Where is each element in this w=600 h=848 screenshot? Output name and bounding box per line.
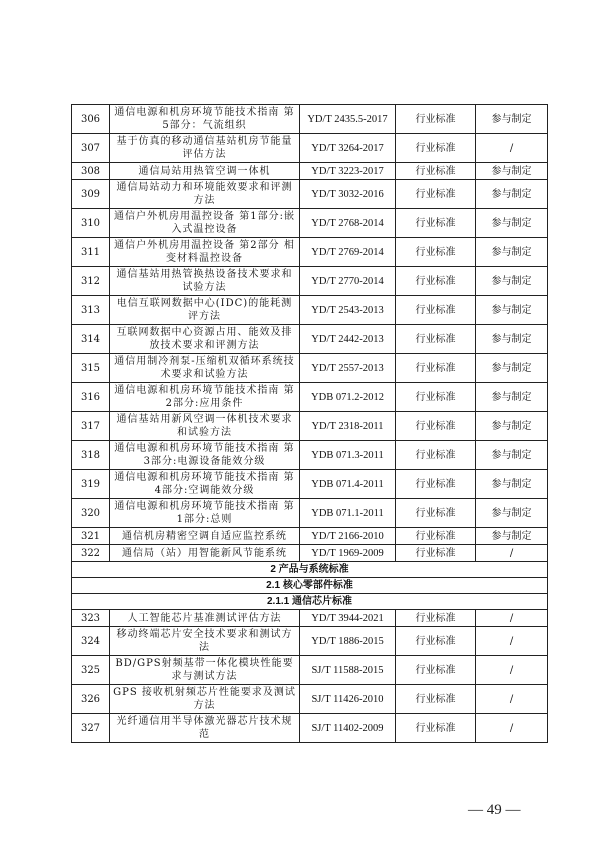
standard-name-cell: 通信电源和机房环境节能技术指南 第4部分:空调能效分级 — [110, 470, 300, 499]
participation-cell: / — [476, 545, 548, 562]
row-number-cell: 327 — [72, 714, 110, 743]
standard-code-cell: YD/T 2435.5-2017 — [300, 105, 396, 134]
standard-code-cell: YD/T 2769-2014 — [300, 238, 396, 267]
standard-code-cell: SJ/T 11588-2015 — [300, 656, 396, 685]
page-number: — 49 — — [468, 802, 521, 818]
participation-cell: 参与制定 — [476, 105, 548, 134]
standard-code-cell: YD/T 3223-2017 — [300, 163, 396, 180]
table-row — [72, 296, 548, 325]
standard-name-cell: 通信局站用热管空调一体机 — [110, 163, 300, 180]
participation-cell: 参与制定 — [476, 238, 548, 267]
standard-code-cell: YD/T 2442-2013 — [300, 325, 396, 354]
participation-cell: / — [476, 610, 548, 627]
standard-name-cell: BD/GPS射频基带一体化模块性能要求与测试方法 — [110, 656, 300, 685]
participation-cell: 参与制定 — [476, 354, 548, 383]
standard-code-cell: YD/T 2768-2014 — [300, 209, 396, 238]
table-row — [72, 627, 548, 656]
table-row — [72, 209, 548, 238]
participation-cell: 参与制定 — [476, 412, 548, 441]
standards-table-body — [72, 105, 548, 743]
participation-cell: 参与制定 — [476, 163, 548, 180]
table-row — [72, 610, 548, 627]
participation-cell: 参与制定 — [476, 499, 548, 528]
row-number-cell: 322 — [72, 545, 110, 562]
table-row — [72, 412, 548, 441]
standard-name-cell: 通信电源和机房环境节能技术指南 第3部分:电源设备能效分级 — [110, 441, 300, 470]
standard-type-cell: 行业标准 — [396, 163, 476, 180]
standard-type-cell: 行业标准 — [396, 685, 476, 714]
participation-cell: 参与制定 — [476, 325, 548, 354]
standard-type-cell: 行业标准 — [396, 545, 476, 562]
row-number-cell: 320 — [72, 499, 110, 528]
table-row — [72, 656, 548, 685]
row-number-cell: 316 — [72, 383, 110, 412]
standard-type-cell: 行业标准 — [396, 610, 476, 627]
table-row — [72, 163, 548, 180]
standard-code-cell: YD/T 2543-2013 — [300, 296, 396, 325]
standard-code-cell: YD/T 1886-2015 — [300, 627, 396, 656]
standard-name-cell: 移动终端芯片安全技术要求和测试方法 — [110, 627, 300, 656]
row-number-cell: 307 — [72, 134, 110, 163]
standard-code-cell: YD/T 2770-2014 — [300, 267, 396, 296]
table-row — [72, 383, 548, 412]
section-heading-row — [72, 562, 548, 578]
row-number-cell: 308 — [72, 163, 110, 180]
standard-type-cell: 行业标准 — [396, 528, 476, 545]
standard-name-cell: 通信局（站）用智能新风节能系统 — [110, 545, 300, 562]
participation-cell: 参与制定 — [476, 296, 548, 325]
standard-name-cell: GPS 接收机射频芯片性能要求及测试方法 — [110, 685, 300, 714]
standard-name-cell: 基于仿真的移动通信基站机房节能量评估方法 — [110, 134, 300, 163]
row-number-cell: 321 — [72, 528, 110, 545]
standard-code-cell: YD/T 1969-2009 — [300, 545, 396, 562]
row-number-cell: 306 — [72, 105, 110, 134]
table-row — [72, 105, 548, 134]
section-heading: 2.1.1 通信芯片标准 — [72, 594, 548, 610]
section-heading: 2.1 核心零部件标准 — [72, 578, 548, 594]
table-row — [72, 685, 548, 714]
section-heading-row — [72, 594, 548, 610]
standard-name-cell: 通信户外机房用温控设备 第1部分:嵌入式温控设备 — [110, 209, 300, 238]
standard-type-cell: 行业标准 — [396, 383, 476, 412]
standard-name-cell: 通信用制冷剂泵-压缩机双循环系统技术要求和试验方法 — [110, 354, 300, 383]
standard-code-cell: YD/T 2557-2013 — [300, 354, 396, 383]
table-row — [72, 499, 548, 528]
standard-code-cell: YD/T 3264-2017 — [300, 134, 396, 163]
standard-type-cell: 行业标准 — [396, 499, 476, 528]
standard-type-cell: 行业标准 — [396, 134, 476, 163]
row-number-cell: 324 — [72, 627, 110, 656]
standard-name-cell: 通信基站用热管换热设备技术要求和试验方法 — [110, 267, 300, 296]
table-row — [72, 238, 548, 267]
standard-type-cell: 行业标准 — [396, 325, 476, 354]
participation-cell: / — [476, 627, 548, 656]
standard-name-cell: 通信机房精密空调自适应监控系统 — [110, 528, 300, 545]
standard-code-cell: SJ/T 11426-2010 — [300, 685, 396, 714]
standard-name-cell: 人工智能芯片基准测试评估方法 — [110, 610, 300, 627]
table-row — [72, 134, 548, 163]
standard-code-cell: YD/T 3944-2021 — [300, 610, 396, 627]
standard-type-cell: 行业标准 — [396, 267, 476, 296]
standard-code-cell: YDB 071.3-2011 — [300, 441, 396, 470]
row-number-cell: 310 — [72, 209, 110, 238]
row-number-cell: 317 — [72, 412, 110, 441]
standard-code-cell: SJ/T 11402-2009 — [300, 714, 396, 743]
standard-type-cell: 行业标准 — [396, 412, 476, 441]
standard-code-cell: YD/T 2318-2011 — [300, 412, 396, 441]
standard-name-cell: 光纤通信用半导体激光器芯片技术规范 — [110, 714, 300, 743]
standard-name-cell: 通信局站动力和环境能效要求和评测方法 — [110, 180, 300, 209]
standard-name-cell: 通信电源和机房环境节能技术指南 第5部分：气流组织 — [110, 105, 300, 134]
standard-code-cell: YD/T 3032-2016 — [300, 180, 396, 209]
standard-type-cell: 行业标准 — [396, 656, 476, 685]
standard-type-cell: 行业标准 — [396, 209, 476, 238]
participation-cell: 参与制定 — [476, 209, 548, 238]
section-heading-row — [72, 578, 548, 594]
participation-cell: / — [476, 714, 548, 743]
standard-name-cell: 通信电源和机房环境节能技术指南 第2部分:应用条件 — [110, 383, 300, 412]
table-row — [72, 714, 548, 743]
standard-name-cell: 通信电源和机房环境节能技术指南 第1部分:总则 — [110, 499, 300, 528]
participation-cell: 参与制定 — [476, 528, 548, 545]
row-number-cell: 312 — [72, 267, 110, 296]
standard-name-cell: 通信基站用新风空调一体机技术要求和试验方法 — [110, 412, 300, 441]
row-number-cell: 318 — [72, 441, 110, 470]
standard-code-cell: YDB 071.4-2011 — [300, 470, 396, 499]
table-row — [72, 180, 548, 209]
standard-name-cell: 通信户外机房用温控设备 第2部分 相变材料温控设备 — [110, 238, 300, 267]
standard-code-cell: YDB 071.2-2012 — [300, 383, 396, 412]
table-row — [72, 545, 548, 562]
standard-name-cell: 互联网数据中心资源占用、能效及排放技术要求和评测方法 — [110, 325, 300, 354]
row-number-cell: 315 — [72, 354, 110, 383]
standard-type-cell: 行业标准 — [396, 470, 476, 499]
table-row — [72, 528, 548, 545]
table-row — [72, 267, 548, 296]
standard-type-cell: 行业标准 — [396, 714, 476, 743]
participation-cell: 参与制定 — [476, 180, 548, 209]
standard-type-cell: 行业标准 — [396, 441, 476, 470]
row-number-cell: 314 — [72, 325, 110, 354]
participation-cell: 参与制定 — [476, 441, 548, 470]
standard-type-cell: 行业标准 — [396, 354, 476, 383]
standards-table — [71, 104, 548, 743]
table-row — [72, 354, 548, 383]
standard-type-cell: 行业标准 — [396, 296, 476, 325]
standard-code-cell: YDB 071.1-2011 — [300, 499, 396, 528]
row-number-cell: 311 — [72, 238, 110, 267]
row-number-cell: 325 — [72, 656, 110, 685]
table-row — [72, 325, 548, 354]
standard-type-cell: 行业标准 — [396, 627, 476, 656]
table-row — [72, 470, 548, 499]
participation-cell: / — [476, 685, 548, 714]
participation-cell: / — [476, 656, 548, 685]
standard-code-cell: YD/T 2166-2010 — [300, 528, 396, 545]
row-number-cell: 313 — [72, 296, 110, 325]
participation-cell: / — [476, 134, 548, 163]
row-number-cell: 309 — [72, 180, 110, 209]
standard-type-cell: 行业标准 — [396, 180, 476, 209]
section-heading: 2 产品与系统标准 — [72, 562, 548, 578]
row-number-cell: 326 — [72, 685, 110, 714]
standard-type-cell: 行业标准 — [396, 238, 476, 267]
row-number-cell: 323 — [72, 610, 110, 627]
standard-type-cell: 行业标准 — [396, 105, 476, 134]
table-row — [72, 441, 548, 470]
participation-cell: 参与制定 — [476, 383, 548, 412]
participation-cell: 参与制定 — [476, 267, 548, 296]
participation-cell: 参与制定 — [476, 470, 548, 499]
row-number-cell: 319 — [72, 470, 110, 499]
standard-name-cell: 电信互联网数据中心(IDC)的能耗测评方法 — [110, 296, 300, 325]
